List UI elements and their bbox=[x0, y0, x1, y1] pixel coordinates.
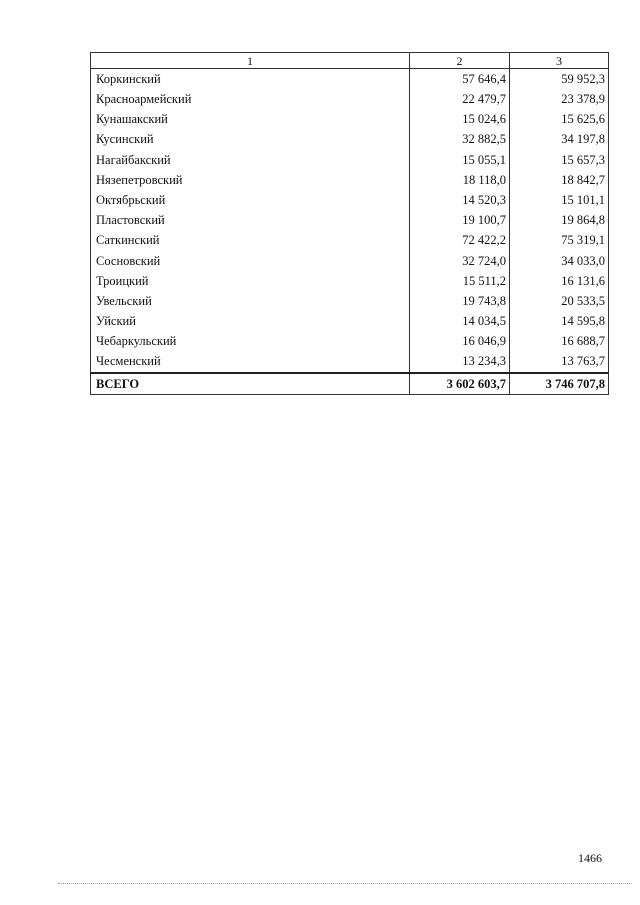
table-row bbox=[91, 271, 609, 291]
table-row bbox=[91, 251, 609, 271]
value-col3: 75 319,1 bbox=[510, 231, 609, 251]
value-col2: 22 479,7 bbox=[410, 89, 510, 109]
value-col3: 13 763,7 bbox=[510, 352, 609, 373]
total-col2: 3 602 603,7 bbox=[410, 373, 510, 395]
table-header-row bbox=[91, 53, 609, 69]
value-col3: 59 952,3 bbox=[510, 69, 609, 90]
table-row bbox=[91, 231, 609, 251]
table-row bbox=[91, 170, 609, 190]
value-col3: 34 197,8 bbox=[510, 130, 609, 150]
district-name: Чесменский bbox=[91, 352, 410, 373]
table-row bbox=[91, 311, 609, 331]
value-col3: 23 378,9 bbox=[510, 89, 609, 109]
table-row bbox=[91, 210, 609, 230]
total-col3: 3 746 707,8 bbox=[510, 373, 609, 395]
value-col2: 15 511,2 bbox=[410, 271, 510, 291]
value-col2: 14 520,3 bbox=[410, 190, 510, 210]
district-name: Саткинский bbox=[91, 231, 410, 251]
value-col3: 16 688,7 bbox=[510, 331, 609, 351]
district-name: Троицкий bbox=[91, 271, 410, 291]
district-name: Красноармейский bbox=[91, 89, 410, 109]
district-name: Увельский bbox=[91, 291, 410, 311]
value-col2: 18 118,0 bbox=[410, 170, 510, 190]
value-col3: 14 595,8 bbox=[510, 311, 609, 331]
district-name: Кунашакский bbox=[91, 109, 410, 129]
column-header-1: 1 bbox=[91, 53, 410, 69]
value-col3: 16 131,6 bbox=[510, 271, 609, 291]
value-col3: 18 842,7 bbox=[510, 170, 609, 190]
table-row bbox=[91, 109, 609, 129]
table-row bbox=[91, 89, 609, 109]
value-col2: 19 100,7 bbox=[410, 210, 510, 230]
value-col2: 32 724,0 bbox=[410, 251, 510, 271]
table-row bbox=[91, 130, 609, 150]
budget-table bbox=[90, 52, 609, 395]
district-name: Уйский bbox=[91, 311, 410, 331]
table-row bbox=[91, 291, 609, 311]
table-row bbox=[91, 69, 609, 90]
district-name: Коркинский bbox=[91, 69, 410, 90]
value-col2: 32 882,5 bbox=[410, 130, 510, 150]
value-col2: 16 046,9 bbox=[410, 331, 510, 351]
table-row bbox=[91, 352, 609, 373]
table-row bbox=[91, 331, 609, 351]
district-name: Октябрьский bbox=[91, 190, 410, 210]
value-col2: 13 234,3 bbox=[410, 352, 510, 373]
total-label: ВСЕГО bbox=[91, 373, 410, 395]
value-col2: 15 024,6 bbox=[410, 109, 510, 129]
value-col3: 15 657,3 bbox=[510, 150, 609, 170]
table-row bbox=[91, 190, 609, 210]
footer-divider bbox=[58, 883, 632, 884]
value-col3: 15 101,1 bbox=[510, 190, 609, 210]
district-name: Нагайбакский bbox=[91, 150, 410, 170]
value-col3: 20 533,5 bbox=[510, 291, 609, 311]
value-col2: 19 743,8 bbox=[410, 291, 510, 311]
value-col3: 34 033,0 bbox=[510, 251, 609, 271]
total-row bbox=[91, 373, 609, 395]
district-name: Нязепетровский bbox=[91, 170, 410, 190]
district-name: Сосновский bbox=[91, 251, 410, 271]
column-header-3: 3 bbox=[510, 53, 609, 69]
value-col3: 15 625,6 bbox=[510, 109, 609, 129]
value-col2: 57 646,4 bbox=[410, 69, 510, 90]
value-col2: 72 422,2 bbox=[410, 231, 510, 251]
value-col2: 15 055,1 bbox=[410, 150, 510, 170]
value-col3: 19 864,8 bbox=[510, 210, 609, 230]
page-number: 1466 bbox=[578, 851, 602, 865]
column-header-2: 2 bbox=[410, 53, 510, 69]
district-name: Пластовский bbox=[91, 210, 410, 230]
table-body bbox=[91, 69, 609, 395]
district-name: Чебаркульский bbox=[91, 331, 410, 351]
value-col2: 14 034,5 bbox=[410, 311, 510, 331]
district-name: Кусинский bbox=[91, 130, 410, 150]
table-row bbox=[91, 150, 609, 170]
